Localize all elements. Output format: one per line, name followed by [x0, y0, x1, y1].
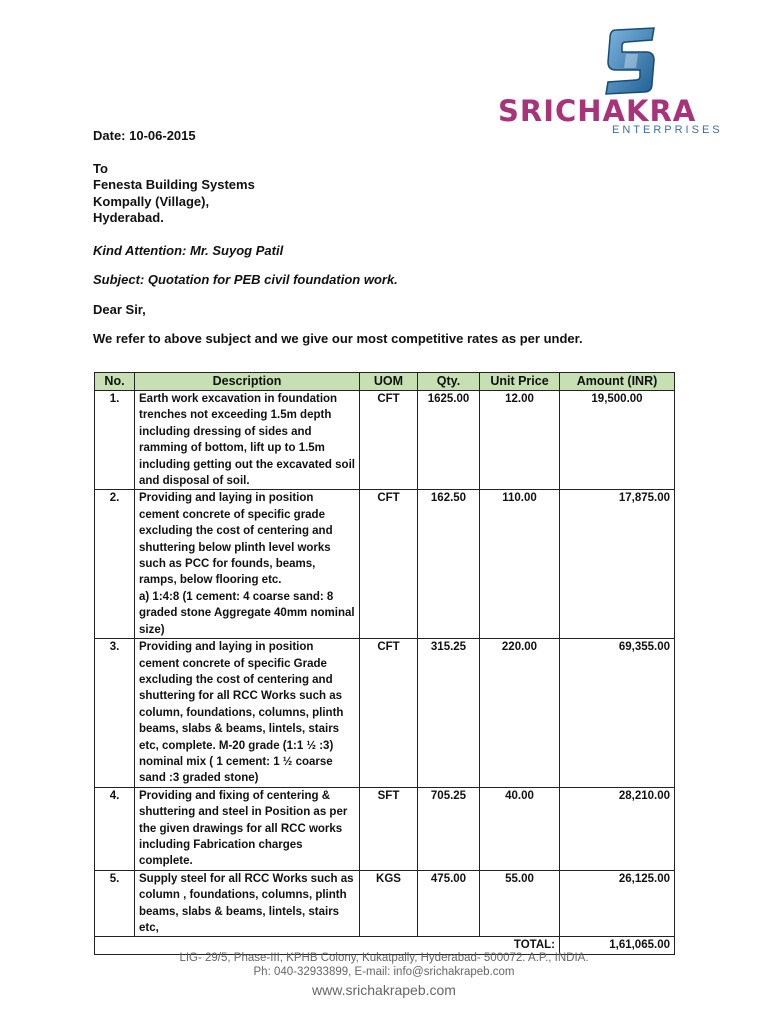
company-tagline: ENTERPRISES: [612, 124, 723, 136]
row-qty: 705.25: [418, 787, 480, 870]
row-description-text: Providing and laying in position cement concrete of specific grade excluding the cost of centering and shuttering below plinth level works such as PCC for founds, beams, ramps, below flooring etc. a) 1:4:8 (1 cement: 4 coarse sand: 8 graded stone Aggregate 40mm nominal size): [139, 492, 355, 636]
row-qty: 162.50: [418, 490, 480, 639]
quotation-table: [94, 372, 675, 955]
row-number: 4.: [95, 787, 135, 870]
recipient-company: Fenesta Building Systems: [93, 177, 255, 192]
company-logo: [498, 26, 743, 138]
row-qty: 475.00: [418, 870, 480, 937]
row-uom: CFT: [360, 639, 418, 788]
footer-address: LIG- 29/5, Phase-III, KPHB Colony, Kukatpally, Hyderabad- 500072. A.P., INDIA.: [179, 952, 589, 964]
row-description: [135, 490, 360, 639]
row-number: 1.: [95, 391, 135, 490]
row-unit-price: 55.00: [480, 870, 560, 937]
intro-paragraph: We refer to above subject and we give our most competitive rates as per under.: [93, 331, 583, 346]
salutation: Dear Sir,: [93, 301, 146, 317]
col-header-uom: UOM: [360, 373, 418, 391]
row-description: Earth work excavation in foundation trenches not exceeding 1.5m depth including dressing of sides and ramming of bottom, lift up to 1.5m including getting out the excavated soil and disposal of soil.: [135, 391, 360, 490]
row-number: 3.: [95, 639, 135, 788]
table-header-row: [95, 373, 675, 391]
footer-contact: Ph: 040-32933899, E-mail: info@srichakrapeb.com: [253, 966, 515, 978]
srichakra-s-logo-icon: [602, 26, 660, 96]
recipient-to: To: [93, 160, 108, 176]
table-row: [95, 391, 675, 490]
row-description: Providing and fixing of centering & shuttering and steel in Position as per the given drawings for all RCC works including Fabrication charges complete.: [135, 787, 360, 870]
row-uom: KGS: [360, 870, 418, 937]
table-row: [95, 870, 675, 937]
recipient-address-line: Kompally (Village),: [93, 193, 210, 209]
letter-date: Date: 10-06-2015: [93, 128, 196, 143]
row-amount: 17,875.00: [560, 490, 675, 639]
col-header-unit-price: Unit Price: [480, 373, 560, 391]
row-number: 5.: [95, 870, 135, 937]
row-unit-price: 12.00: [480, 391, 560, 490]
table-row: [95, 639, 675, 788]
company-name: SRICHAKRA: [498, 94, 697, 128]
col-header-amount: Amount (INR): [560, 373, 675, 391]
footer-website: www.srichakrapeb.com: [312, 982, 456, 998]
row-qty: 1625.00: [418, 391, 480, 490]
row-description: Providing and laying in position cement concrete of specific Grade excluding the cost of centering and shuttering for all RCC Works such as column, foundations, columns, plinth beams, slabs & beams, lintels, stairs etc, complete. M-20 grade (1:1 ½ :3) nominal mix ( 1 cement: 1 ½ coarse sand :3 graded stone): [135, 639, 360, 788]
col-header-qty: Qty.: [418, 373, 480, 391]
row-qty: 315.25: [418, 639, 480, 788]
row-unit-price: 110.00: [480, 490, 560, 639]
row-amount: 28,210.00: [560, 787, 675, 870]
letter-body: [93, 128, 683, 348]
attention-line: Kind Attention: Mr. Suyog Patil: [93, 242, 284, 258]
row-amount: 19,500.00: [560, 391, 675, 490]
table-row: [95, 490, 675, 639]
total-label: TOTAL:: [95, 937, 560, 954]
row-amount: 69,355.00: [560, 639, 675, 788]
row-uom: CFT: [360, 391, 418, 490]
row-unit-price: 40.00: [480, 787, 560, 870]
table-row: [95, 787, 675, 870]
row-description: Supply steel for all RCC Works such as column , foundations, columns, plinth beams, slabs & beams, lintels, stairs etc,: [135, 870, 360, 937]
col-header-description: Description: [135, 373, 360, 391]
row-amount: 26,125.00: [560, 870, 675, 937]
recipient-city: Hyderabad.: [93, 210, 164, 225]
row-uom: SFT: [360, 787, 418, 870]
row-unit-price: 220.00: [480, 639, 560, 788]
row-number: 2.: [95, 490, 135, 639]
subject-line: Subject: Quotation for PEB civil foundation work.: [93, 272, 398, 287]
row-uom: CFT: [360, 490, 418, 639]
col-header-no: No.: [95, 373, 135, 391]
total-value: 1,61,065.00: [560, 937, 675, 954]
